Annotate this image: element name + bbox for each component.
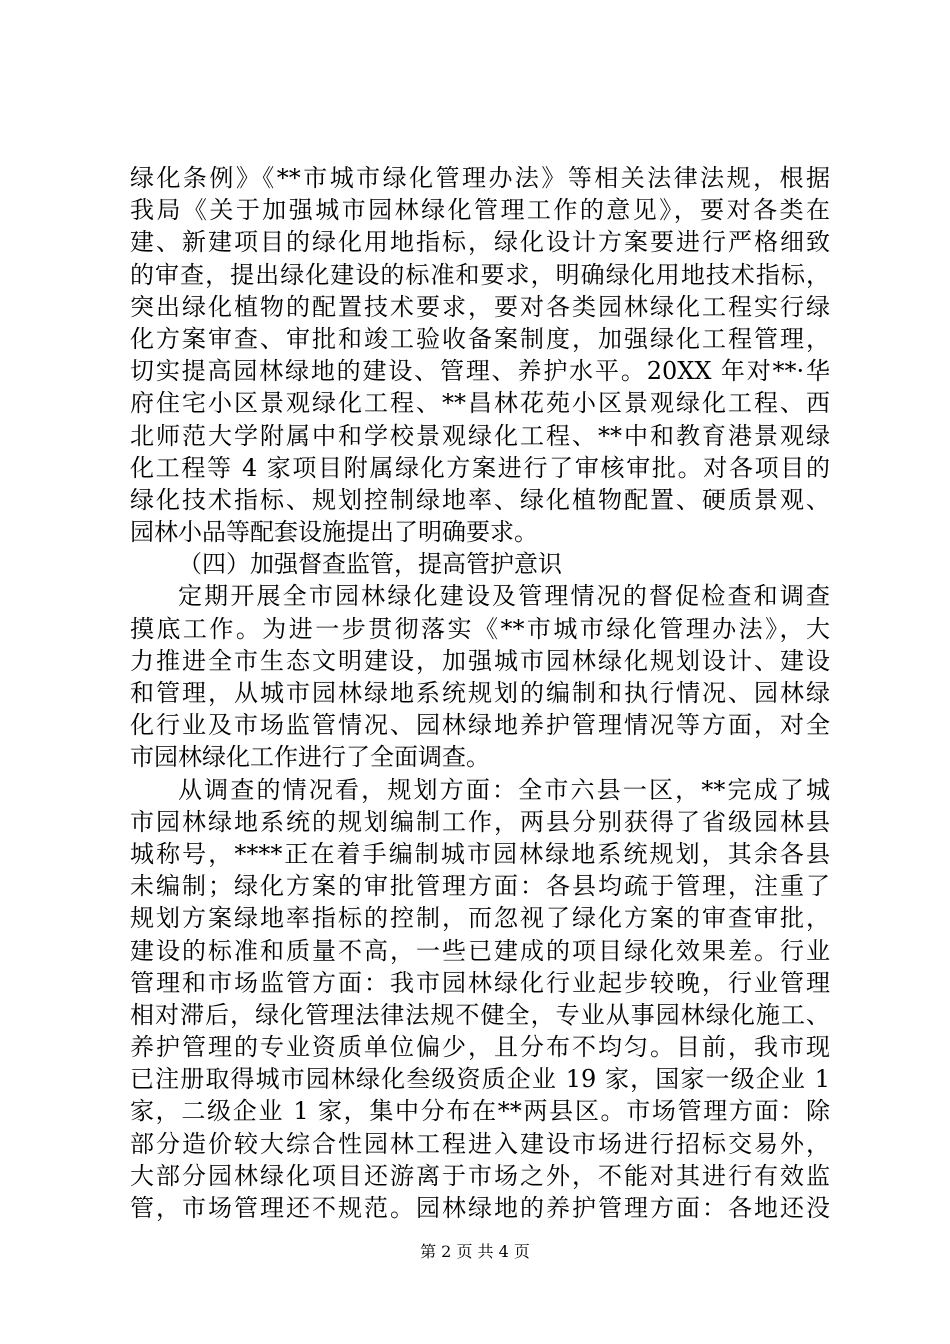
text-line: 市园林绿化工作进行了全面调查。: [130, 743, 490, 772]
text-line: 绿化技术指标、规划控制绿地率、绿化植物配置、硬质景观、: [130, 485, 830, 514]
section-heading: （四）加强督查监管，提高管护意识: [178, 550, 562, 579]
text-line: 建、新建项目的绿化用地指标，绿化设计方案要进行严格细致: [130, 228, 830, 257]
page-footer: 第 2 页 共 4 页: [420, 1242, 530, 1261]
text-line: 和管理，从城市园林绿地系统规划的编制和执行情况、园林绿: [130, 679, 830, 707]
text-line: 部分造价较大综合性园林工程进入建设市场进行招标交易外，: [130, 1129, 830, 1158]
text-line: 摸底工作。为进一步贯彻落实《**市城市绿化管理办法》，大: [130, 614, 830, 643]
text-line: 相对滞后，绿化管理法律法规不健全，专业从事园林绿化施工、: [130, 1000, 830, 1029]
text-line: 我局《关于加强城市园林绿化管理工作的意见》，要对各类在: [130, 196, 830, 225]
text-line: 未编制；绿化方案的审批管理方面：各县均疏于管理，注重了: [130, 872, 830, 901]
text-line: 定期开展全市园林绿化建设及管理情况的督促检查和调查: [178, 582, 830, 611]
text-line: 管理和市场监管方面：我市园林绿化行业起步较晚，行业管理: [130, 968, 830, 997]
text-line: 绿化条例》《**市城市绿化管理办法》等相关法律法规，根据: [130, 164, 830, 192]
text-line: 突出绿化植物的配置技术要求，要对各类园林绿化工程实行绿: [130, 292, 830, 321]
text-line: 建设的标准和质量不高，一些已建成的项目绿化效果差。行业: [130, 936, 830, 965]
text-line: 大部分园林绿化项目还游离于市场之外，不能对其进行有效监: [130, 1161, 830, 1190]
text-line: 园林小品等配套设施提出了明确要求。: [130, 518, 538, 547]
document-body: [130, 162, 830, 1224]
text-line: 城称号，****正在着手编制城市园林绿地系统规划，其余各县: [130, 839, 830, 868]
text-line: 府住宅小区景观绿化工程、**昌林花苑小区景观绿化工程、西: [130, 389, 830, 418]
text-line: 北师范大学附属中和学校景观绿化工程、**中和教育港景观绿: [130, 421, 830, 450]
text-line: 管，市场管理还不规范。园林绿地的养护管理方面：各地还没: [130, 1194, 830, 1222]
text-line: 养护管理的专业资质单位偏少，且分布不均匀。目前，我市现: [130, 1033, 830, 1062]
text-line: 化方案审查、审批和竣工验收备案制度，加强绿化工程管理，: [130, 324, 830, 353]
text-line: 已注册取得城市园林绿化叁级资质企业 19 家，国家一级企业 1: [130, 1065, 830, 1094]
text-line: 规划方案绿地率指标的控制，而忽视了绿化方案的审查审批，: [130, 904, 830, 933]
text-line: 市园林绿地系统的规划编制工作，两县分别获得了省级园林县: [130, 807, 830, 836]
text-line: 的审查，提出绿化建设的标准和要求，明确绿化用地技术指标，: [130, 260, 830, 289]
text-line: 化工程等 4 家项目附属绿化方案进行了审核审批。对各项目的: [130, 453, 830, 482]
text-line: 切实提高园林绿地的建设、管理、养护水平。20XX 年对**·华: [130, 357, 830, 386]
text-line: 家，二级企业 1 家，集中分布在**两县区。市场管理方面：除: [130, 1097, 830, 1126]
text-line: 力推进全市生态文明建设，加强城市园林绿化规划设计、建设: [130, 646, 830, 675]
text-line: 从调查的情况看，规划方面：全市六县一区，**完成了城: [178, 775, 830, 804]
text-line: 化行业及市场监管情况、园林绿地养护管理情况等方面，对全: [130, 711, 830, 740]
